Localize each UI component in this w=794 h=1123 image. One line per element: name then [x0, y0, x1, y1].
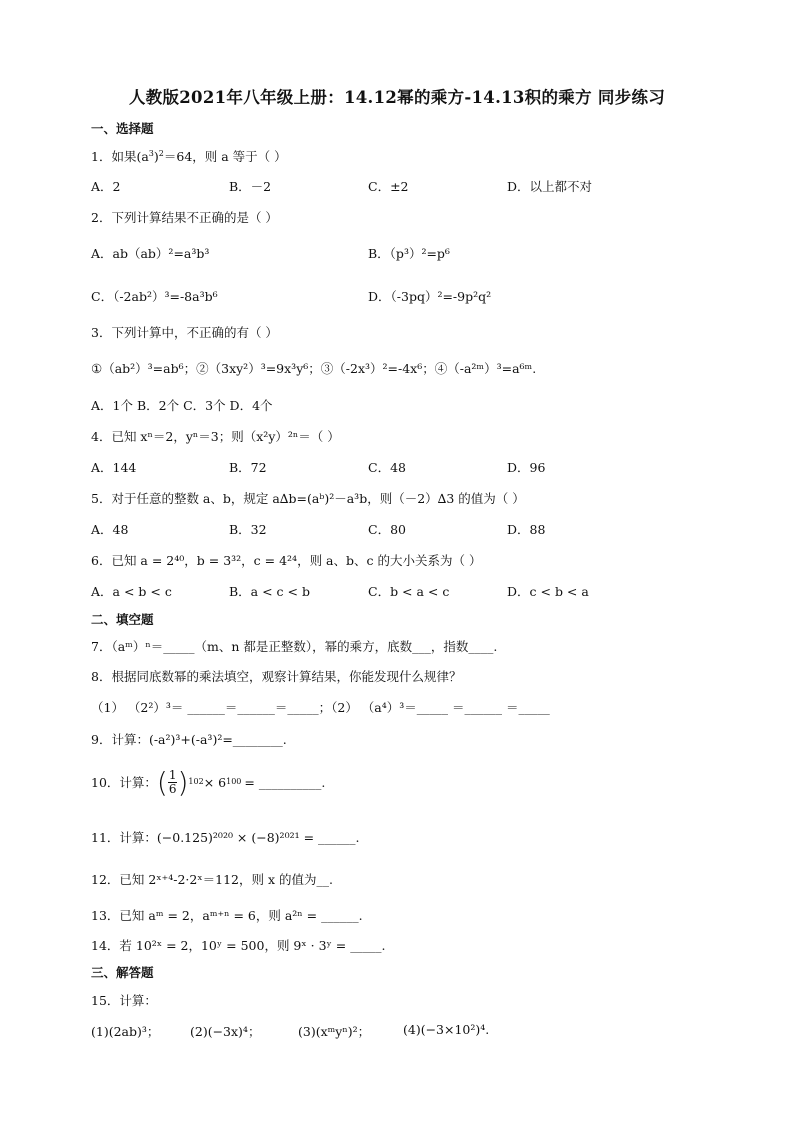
page-title: 人教版2021年八年级上册：14.12幂的乘方-14.13积的乘方 同步练习 [128, 88, 666, 107]
question-15: 15．计算： [91, 993, 157, 1008]
q4-option-a: A．144 [91, 460, 137, 475]
q1-option-b: B．－2 [229, 179, 272, 194]
q1-option-a: A．2 [91, 179, 121, 194]
question-11: 11．计算：(−0.125)²⁰²⁰ × (−8)²⁰²¹ = ______. [91, 830, 360, 845]
question-10: 10．计算： ( $\frac{1}{6}$ ) 102 × 6 100 = __________. [91, 765, 326, 799]
q6-option-b: B．a < c < b [229, 584, 310, 599]
q4-option-d: D．96 [507, 460, 546, 475]
q1-option-c: C．±2 [368, 179, 409, 194]
q15-part-3: (3)(xᵐyⁿ)²； [298, 1024, 371, 1039]
question-5: 5．对于任意的整数 a、b，规定 a∆b=(aᵇ)²－a³b，则（－2）∆3 的值为（ ） [91, 491, 525, 506]
q2-option-a: A．ab（ab）²=a³b³ [91, 246, 210, 261]
q2-option-d: D．（-3pq）²=-9p²q² [368, 289, 492, 304]
question-12: 12．已知 2ˣ⁺⁴-2·2ˣ＝112，则 x 的值为__. [91, 872, 333, 887]
question-3: 3．下列计算中，不正确的有（ ） [91, 325, 278, 340]
q2-option-c: C．（-2ab²）³=-8a³b⁶ [91, 289, 218, 304]
section-fill-blank: 二、填空题 [91, 612, 154, 627]
q4-option-b: B．72 [229, 460, 267, 475]
q6-option-c: C．b < a < c [368, 584, 450, 599]
q4-option-c: C．48 [368, 460, 406, 475]
question-9: 9．计算：(-a²)³+(-a³)²=________. [91, 732, 287, 747]
q2-option-b: B．（p³）²=p⁶ [368, 246, 450, 261]
q5-option-d: D．88 [507, 522, 546, 537]
q3-options: A．1个 B．2个 C．3个 D．4个 [91, 398, 273, 413]
q3-items: ①（ab²）³=ab⁶；②（3xy²）³=9x³y⁶；③（-2x³）²=-4x⁶；④（-a²ᵐ）³=a⁶ᵐ. [91, 361, 537, 376]
q15-part-1: (1)(2ab)³； [91, 1024, 160, 1039]
q5-option-b: B．32 [229, 522, 267, 537]
q6-option-a: A．a < b < c [91, 584, 172, 599]
q8-parts: （1） （2²）³＝ ______＝______＝_____；（2） （a⁴）³＝_____ ＝______ ＝_____ [91, 700, 550, 715]
section-solve: 三、解答题 [91, 965, 154, 980]
section-choice: 一、选择题 [91, 121, 154, 136]
question-6: 6．已知 a = 2⁴⁰，b = 3³²，c = 4²⁴，则 a、b、c 的大小关系为（ ） [91, 553, 482, 568]
q1-option-d: D．以上都不对 [507, 179, 593, 194]
question-7: 7．（aᵐ）ⁿ＝_____（m、n 都是正整数），幂的乘方，底数___，指数____. [91, 639, 498, 654]
question-2: 2．下列计算结果不正确的是（ ） [91, 210, 278, 225]
q5-option-a: A．48 [91, 522, 129, 537]
question-14: 14．若 10²ˣ = 2，10ʸ = 500，则 9ˣ · 3ʸ = _____. [91, 938, 386, 953]
question-4: 4．已知 xⁿ＝2，yⁿ＝3；则（x²y）²ⁿ＝（ ） [91, 429, 340, 444]
q15-part-4: (4)(−3×10²)⁴. [403, 1022, 490, 1037]
question-1: 1．如果$(a^3)^2=64$，则 a 等于（ ） [91, 149, 287, 164]
q5-option-c: C．80 [368, 522, 406, 537]
q15-part-2: (2)(−3x)⁴； [190, 1024, 261, 1039]
question-8: 8．根据同底数幂的乘法填空，观察计算结果，你能发现什么规律？ [91, 669, 462, 684]
q6-option-d: D．c < b < a [507, 584, 589, 599]
fraction: $\frac{1}{6}$ [168, 767, 177, 796]
question-13: 13．已知 aᵐ = 2，aᵐ⁺ⁿ = 6，则 a²ⁿ = ______. [91, 908, 363, 923]
